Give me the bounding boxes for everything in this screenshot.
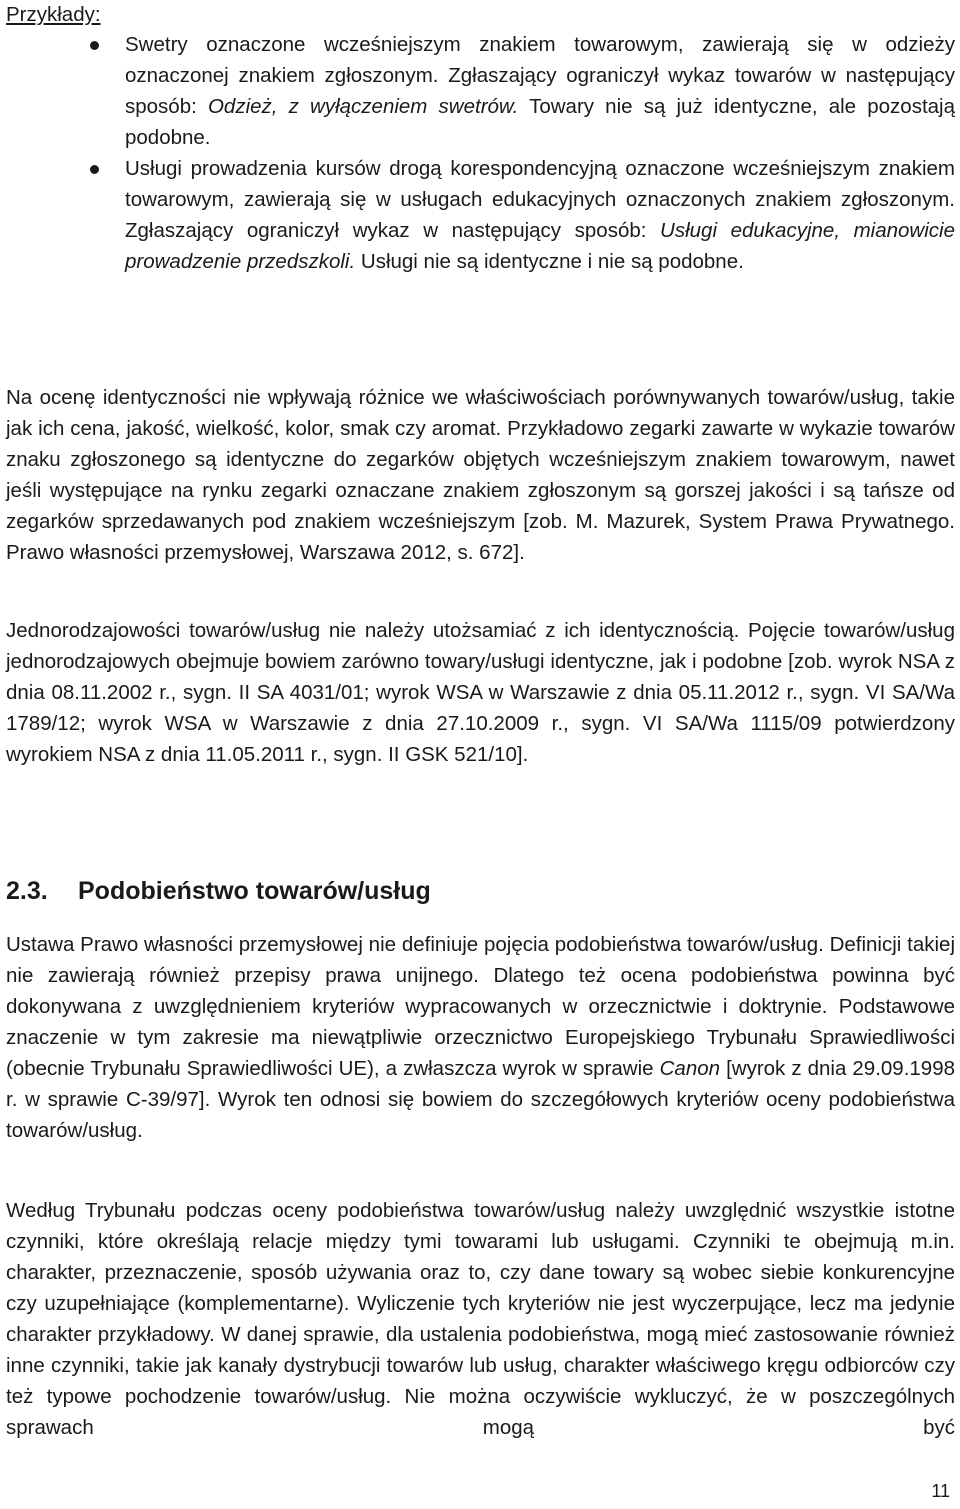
paragraph-italic-text: Canon bbox=[659, 1057, 721, 1080]
paragraph-text: [wyrok z dnia 29.09.1998 r. w sprawie C-39/97]. Wyrok ten odnosi się bowiem do szczegółowych kryteriów oceny podobieństwa towarów/usług. bbox=[6, 1057, 956, 1142]
paragraph: Na ocenę identyczności nie wpływają różnice we właściwościach porównywanych towarów/usług, takie jak ich cena, jakość, wielkość, kolor, smak czy aromat. Przykładowo zegarki zawarte w wykazie towarów znaku zgłoszonego są identyczne do zegarków objętych wcześniejszym znakiem towarowym, nawet jeśli występujące na rynku zegarki oznaczane znakiem zgłoszonym są gorszej jakości i są tańsze od zegarków sprzedawanych pod znakiem wcześniejszym [zob. M. Mazurek, System Prawa Prywatnego. Prawo własności przemysłowej, Warszawa 2012, s. 672]. bbox=[6, 386, 955, 564]
list-item-text: Swetry oznaczone wcześniejszym znakiem towarowym, zawierają się w odzieży oznaczonej znakiem zgłoszonym. Zgłaszający ograniczył wykaz towarów w następujący sposób: bbox=[125, 33, 955, 118]
examples-label: Przykłady: bbox=[6, 3, 101, 26]
paragraph: Jednorodzajowości towarów/usług nie należy utożsamiać z ich identycznością. Pojęcie towarów/usług jednorodzajowych obejmuje bowiem zarówno towary/usługi identyczne, jak i podobne [zob. wyrok NSA z dnia 08.11.2002 r., sygn. II SA 4031/01; wyrok WSA w Warszawie z dnia 05.11.2012 r., sygn. VI SA/Wa 1789/12; wyrok WSA w Warszawie z dnia 27.10.2009 r., sygn. VI SA/Wa 1115/09 potwierdzony wyrokiem NSA z dnia 11.05.2011 r., sygn. II GSK 521/10]. bbox=[6, 619, 955, 766]
list-item-text: Usługi nie są identyczne i nie są podobne. bbox=[355, 250, 744, 273]
list-item-italic-text: Usługi edukacyjne, mianowicie prowadzenie przedszkoli. bbox=[125, 219, 955, 273]
paragraph: Według Trybunału podczas oceny podobieństwa towarów/usług należy uwzględnić wszystkie istotne czynniki, które określają relacje między tymi towarami lub usługami. Czynniki te obejmują m.in. charakter, przeznaczenie, sposób używania oraz to, czy dane towary są wobec siebie konkurencyjne czy uzupełniające (komplementarne). Wyliczenie tych kryteriów nie jest wyczerpujące, lecz ma jedynie charakter przykładowy. W danej sprawie, dla ustalenia podobieństwa, mogą mieć zastosowanie również inne czynniki, takie jak kanały dystrybucji towarów lub usług, charakter właściwego kręgu odbiorców czy też typowe pochodzenie towarów/usług. Nie można oczywiście wykluczyć, że w poszczególnych sprawach mogą być bbox=[6, 1199, 955, 1439]
paragraph bbox=[6, 929, 955, 1146]
bullet-icon bbox=[90, 41, 99, 50]
section-title: Podobieństwo towarów/usług bbox=[78, 877, 431, 905]
list-item-italic-text: Odzież, z wyłączeniem swetrów. bbox=[207, 95, 519, 118]
list-item-text: Towary nie są już identyczne, ale pozostają podobne. bbox=[125, 95, 955, 149]
section-number: 2.3. bbox=[6, 877, 48, 905]
section-heading bbox=[6, 874, 431, 908]
list-item-text: Usługi prowadzenia kursów drogą korespondencyjną oznaczone wcześniejszym znakiem towarowym, zawierają się w usługach edukacyjnych oznaczonych znakiem zgłoszonym. Zgłaszający ograniczył wykaz w następujący sposób: bbox=[125, 157, 955, 242]
bullet-icon bbox=[90, 165, 99, 174]
list-item bbox=[125, 153, 955, 277]
page-number: 11 bbox=[931, 1481, 950, 1501]
list-item bbox=[125, 29, 955, 153]
paragraph-text: Ustawa Prawo własności przemysłowej nie definiuje pojęcia podobieństwa towarów/usług. Definicji takiej nie zawierają również przepisy prawa unijnego. Dlatego też ocena podobieństwa powinna być dokonywana z uwzględnieniem kryteriów wypracowanych w orzecznictwie i doktrynie. Podstawowe znaczenie w tym zakresie ma niewątpliwie orzecznictwo Europejskiego Trybunału Sprawiedliwości (obecnie Trybunału Sprawiedliwości UE), a zwłaszcza wyrok w sprawie bbox=[6, 933, 955, 1080]
